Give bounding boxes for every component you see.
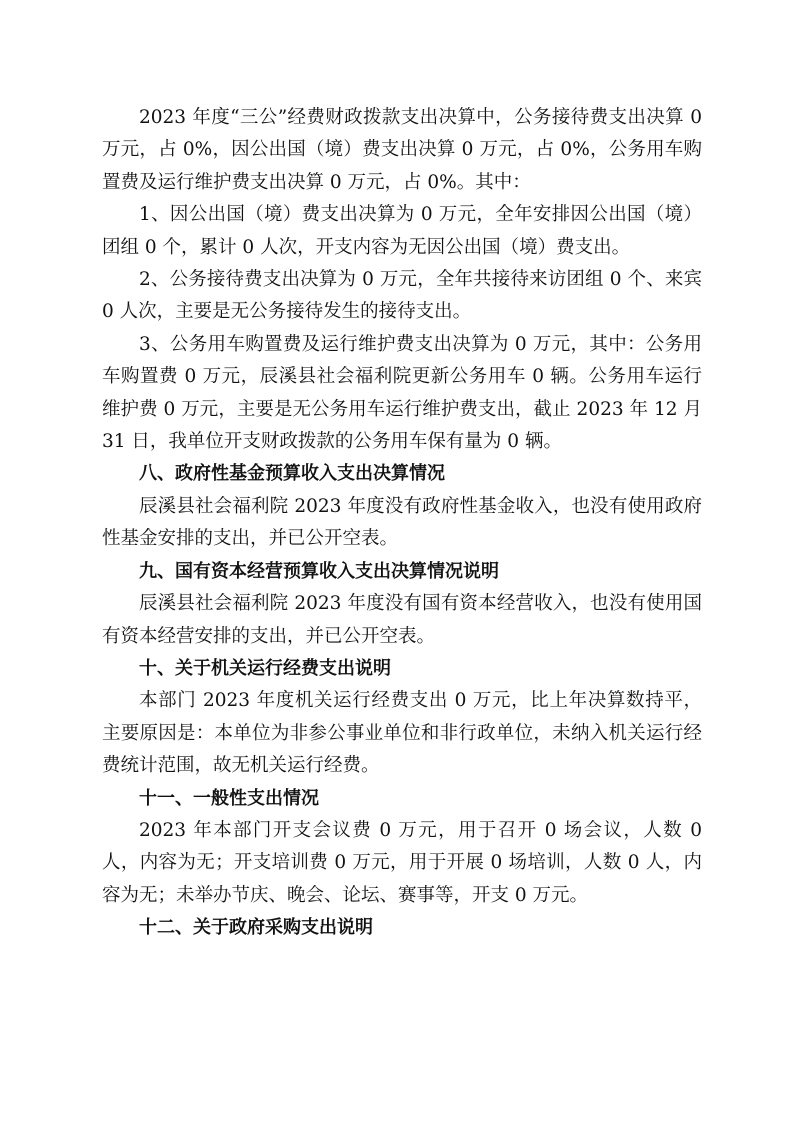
paragraph-three-public-summary: 2023 年度“三公”经费财政拨款支出决算中，公务接待费支出决算 0 万元，占 0%，因公出国（境）费支出决算 0 万元，占 0%，公务用车购置费及运行维护费支出决算 0 万元，占 0%。其中： [102, 107, 702, 193]
paragraph-section-10: 本部门 2023 年度机关运行经费支出 0 万元，比上年决算数持平，主要原因是：本单位为非参公事业单位和非行政单位，未纳入机关运行经费统计范围，故无机关运行经费。 [102, 690, 702, 777]
heading-section-9: 九、国有资本经营预算收入支出决算情况说明 [139, 560, 499, 582]
paragraph-vehicle-expense: 3、公务用车购置费及运行维护费支出决算为 0 万元，其中：公务用车购置费 0 万元，辰溪县社会福利院更新公务用车 0 辆。公务用车运行维护费 0 万元，主要是无公务用车运行维护费支出，截止 2023 年 12 月 31 日，我单位开支财政拨款的公务用车保有量为 0 辆。 [102, 333, 702, 453]
paragraph-section-8: 辰溪县社会福利院 2023 年度没有政府性基金收入，也没有使用政府性基金安排的支出，并已公开空表。 [102, 495, 702, 550]
document-body [102, 102, 702, 945]
paragraph-section-9: 辰溪县社会福利院 2023 年度没有国有资本经营收入，也没有使用国有资本经营安排的支出，并已公开空表。 [102, 593, 702, 647]
heading-section-8: 八、政府性基金预算收入支出决算情况 [139, 463, 445, 485]
paragraph-reception-expense: 2、公务接待费支出决算为 0 万元，全年共接待来访团组 0 个、来宾 0 人次，主要是无公务接待发生的接待支出。 [102, 269, 702, 323]
paragraph-section-11: 2023 年本部门开支会议费 0 万元，用于召开 0 场会议，人数 0 人，内容为无；开支培训费 0 万元，用于开展 0 场培训，人数 0 人，内容为无；未举办节庆、晚会、论坛、赛事等，开支 0 万元。 [102, 819, 702, 906]
heading-section-10: 十、关于机关运行经费支出说明 [139, 657, 391, 679]
heading-section-11: 十一、一般性支出情况 [139, 787, 319, 809]
heading-section-12: 十二、关于政府采购支出说明 [139, 917, 373, 939]
paragraph-overseas-expense: 1、因公出国（境）费支出决算为 0 万元，全年安排因公出国（境）团组 0 个，累计 0 人次，开支内容为无因公出国（境）费支出。 [102, 204, 702, 258]
